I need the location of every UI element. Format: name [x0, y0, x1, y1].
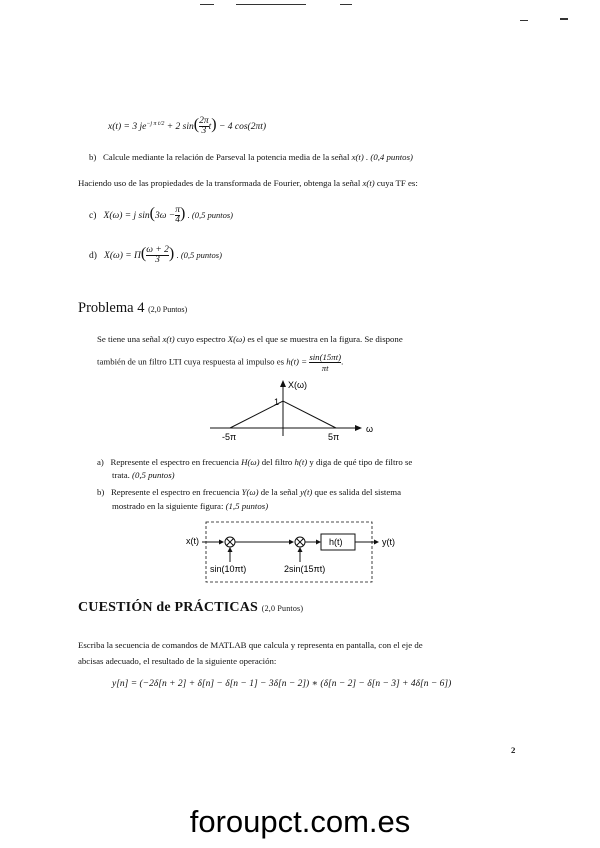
problema4-intro-line1: Se tiene una señal x(t) cuyo espectro X(ω) es el que se muestra en la figura. Se dispone	[97, 334, 403, 344]
spectrum-x-label: ω	[366, 424, 374, 434]
cuestion-equation: y[n] = (−2δ[n + 2] + δ[n] − δ[n − 1] − 3δ[n − 2]) ∗ (δ[n − 2] − δ[n − 3] + 4δ[n − 6])	[112, 679, 452, 689]
x-axis-arrow	[355, 425, 362, 431]
watermark: foroupct.com.es	[189, 804, 411, 839]
filter-label: h(t)	[329, 537, 343, 547]
input-arrow	[219, 540, 224, 545]
spectrum-right-label: 5π	[328, 432, 340, 442]
output-arrow	[374, 540, 379, 545]
item-b: b) Calcule mediante la relación de Parseval la potencia media de la señal x(t) . (0,4 puntos)	[89, 152, 413, 162]
input-label: x(t)	[186, 536, 199, 546]
mid-arrow	[289, 540, 294, 545]
intro-tf: Haciendo uso de las propiedades de la transformada de Fourier, obtenga la señal x(t) cuya TF es:	[78, 178, 418, 188]
mod1-arrow	[228, 547, 233, 552]
item-c: c) X(ω) = j sin(3ω − $\frac{\pi}{4}$ ) . (0,5 puntos)	[89, 205, 234, 226]
scan-artifact	[560, 18, 568, 20]
mod2-arrow	[298, 547, 303, 552]
problema4-title: Problema 4 (2,0 Puntos)	[78, 300, 188, 316]
problema4-item-b-line2: mostrado en la siguiente figura: (1,5 puntos)	[112, 501, 269, 511]
problema4-item-b: b) Represente el espectro en frecuencia Y(ω) de la señal y(t) que es salida del sistema	[97, 487, 402, 497]
scan-artifact	[340, 4, 352, 5]
scan-artifact	[520, 20, 528, 21]
spectrum-left-label: -5π	[222, 432, 237, 442]
cuestion-title: CUESTIÓN de PRÁCTICAS (2,0 Puntos)	[78, 600, 304, 615]
spectrum-peak-label: 1	[274, 397, 280, 407]
scan-artifact	[200, 4, 214, 5]
problema4-item-a: a) Represente el espectro en frecuencia H(ω) del filtro h(t) y diga de qué tipo de filtro se	[97, 457, 413, 467]
spectrum-y-label: X(ω)	[288, 380, 308, 390]
cuestion-text-line2: abcisas adecuado, el resultado de la siguiente operación:	[78, 656, 277, 666]
problema4-intro-line2: también de un filtro LTI cuya respuesta al impulso es h(t) = $\frac{\sin(15\pi t)}{\pi t}$ .	[97, 352, 344, 373]
page-number: 2	[511, 745, 516, 755]
item-d: d) X(ω) = Π( $\frac{\omega + 2}{3}$ ) . (0,5 puntos)	[89, 245, 222, 266]
mod2-label: 2sin(15πt)	[284, 564, 326, 574]
output-label: y(t)	[382, 537, 395, 547]
mod1-label: sin(10πt)	[210, 564, 247, 574]
block-diagram	[180, 518, 420, 586]
scan-artifact	[236, 4, 306, 5]
equation-x-t: x(t) = 3 $je^{-j \pi t/2} + 2$ sin( $\frac{2\pi}{3}$ t) − 4 cos(2πt)	[108, 116, 267, 137]
y-axis-arrow	[280, 380, 286, 387]
spectrum-figure	[200, 376, 380, 446]
filter-in-arrow	[316, 540, 321, 545]
problema4-item-a-line2: trata. (0,5 puntos)	[112, 470, 175, 480]
cuestion-text-line1: Escriba la secuencia de comandos de MATLAB que calcula y representa en pantalla, con el eje de	[78, 640, 423, 650]
